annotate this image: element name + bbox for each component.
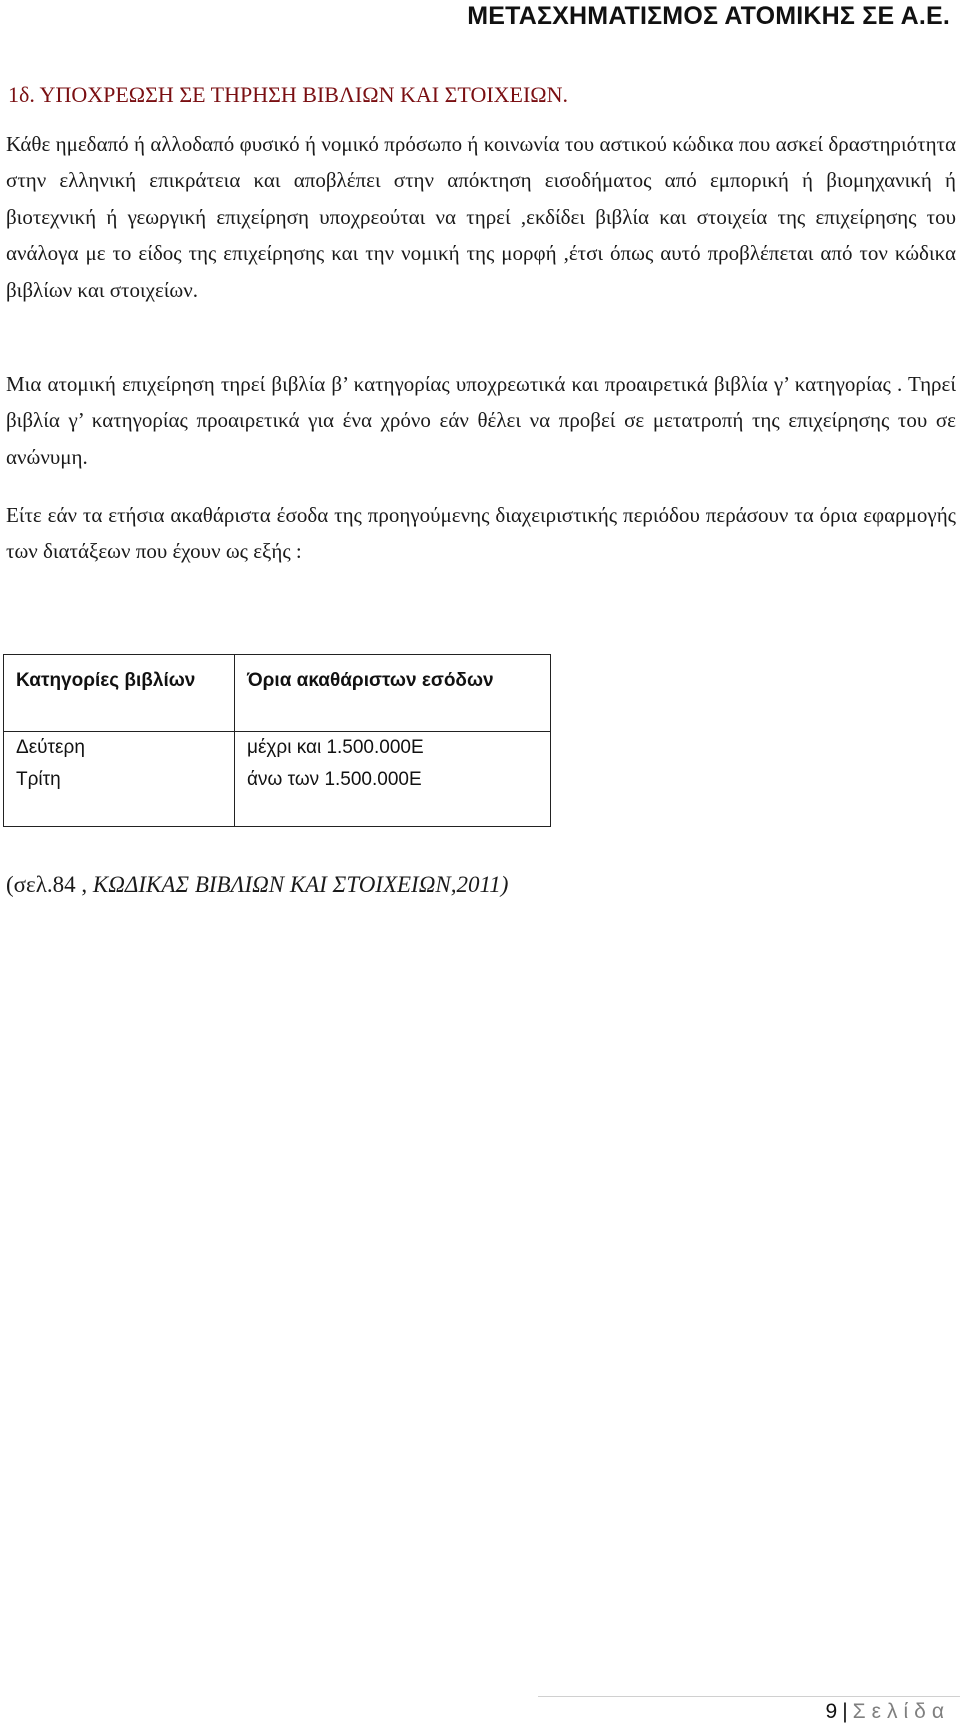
footer-divider	[538, 1696, 960, 1697]
citation	[6, 872, 508, 898]
paragraph-bookkeeping-obligation: Κάθε ημεδαπό ή αλλοδαπό φυσικό ή νομικό πρόσωπο ή κοινωνία του αστικού κώδικα που ασκεί δραστηριότητα στην ελληνική επικράτεια και αποβλέπει στην απόκτηση εισοδήματος από εμπορική ή βιομηχανική ή βιοτεχνική ή γεωργική επιχείρηση υποχρεούται να τηρεί ,εκδίδει βιβλία και στοιχεία της επιχείρησης του ανάλογα με το είδος της επιχείρησης και την νομική της μορφή ,έτσι όπως αυτό προβλέπεται από τον κώδικα βιβλίων και στοιχείων.	[6, 132, 956, 302]
paragraph-revenue-limits: Είτε εάν τα ετήσια ακαθάριστα έσοδα της προηγούμενης διαχειριστικής περιόδου περάσουν τα όρια εφαρμογής των διατάξεων που έχουν ως εξής :	[6, 503, 956, 564]
footer-separator: |	[842, 1700, 848, 1723]
book-categories-table	[3, 654, 551, 827]
table-header-categories: Κατηγορίες βιβλίων	[4, 655, 235, 732]
table-header-row	[4, 655, 551, 732]
table-row	[4, 764, 551, 827]
table-cell-limit: άνω των 1.500.000Ε	[235, 764, 551, 827]
page-label: Σελίδα	[852, 1700, 950, 1723]
running-header-title: ΜΕΤΑΣΧΗΜΑΤΙΣΜΟΣ ΑΤΟΜΙΚΗΣ ΣΕ Α.Ε.	[467, 2, 950, 30]
paragraph-sole-proprietorship: Μια ατομική επιχείρηση τηρεί βιβλία β’ κατηγορίας υποχρεωτικά και προαιρετικά βιβλία γ’ κατηγορίας . Τηρεί βιβλία γ’ κατηγορίας προαιρετικά για ένα χρόνο εάν θέλει να προβεί σε μετατροπή της επιχείρησης του σε ανώνυμη.	[6, 372, 956, 469]
table-cell-category: Δεύτερη	[4, 732, 235, 765]
table-header-revenue-limits: Όρια ακαθάριστων εσόδων	[235, 655, 551, 732]
page-number: 9	[825, 1700, 838, 1723]
table-row	[4, 732, 551, 765]
section-heading: 1δ. ΥΠΟΧΡΕΩΣΗ ΣΕ ΤΗΡΗΣΗ ΒΙΒΛΙΩΝ ΚΑΙ ΣΤΟΙΧΕΙΩΝ.	[8, 82, 569, 107]
table-cell-limit: μέχρι και 1.500.000Ε	[235, 732, 551, 765]
page-footer	[826, 1700, 951, 1724]
table-cell-category: Τρίτη	[4, 764, 235, 827]
citation-source: ΚΩΔΙΚΑΣ ΒΙΒΛΙΩΝ ΚΑΙ ΣΤΟΙΧΕΙΩΝ,2011)	[92, 872, 509, 897]
citation-prefix: (σελ.84 ,	[6, 872, 93, 897]
